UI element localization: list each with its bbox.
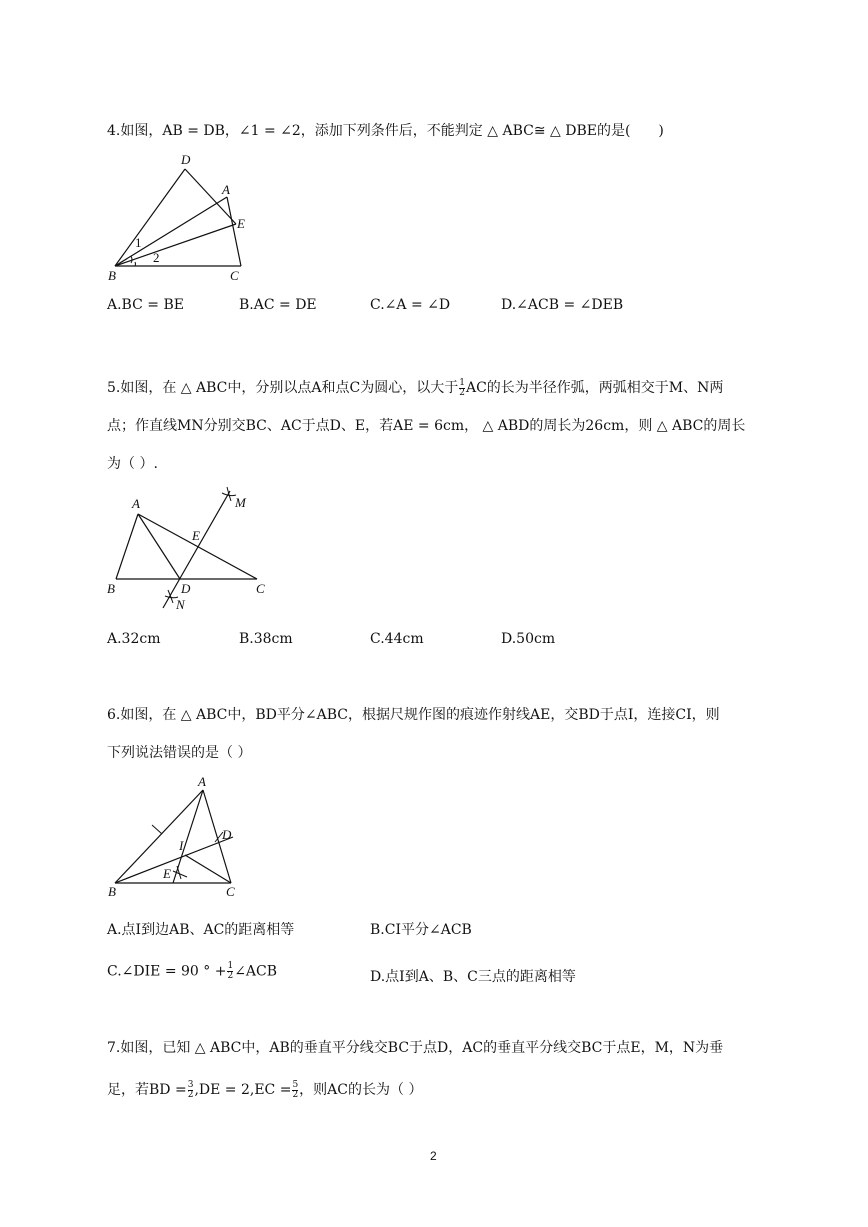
q5-stem-line1 [107, 378, 723, 398]
q6-label-D: D [222, 827, 232, 842]
q6-option-a: A.点I到边AB、AC的距离相等 [107, 922, 295, 938]
q7-fraction-bd [188, 1081, 194, 1100]
q5-option-b: B.38cm [239, 631, 293, 647]
q6-option-c-b: ∠ACB [234, 963, 278, 980]
q4-label-B: B [108, 268, 116, 283]
q7-bd-num: 3 [187, 1079, 194, 1090]
q6-label-C: C [226, 884, 235, 899]
q4-figure [105, 152, 265, 287]
q4-option-a: A.BC = BE [107, 297, 184, 313]
q5-label-B: B [107, 581, 115, 596]
q4-label-angle1: 1 [135, 235, 142, 250]
q5-label-E: E [192, 528, 200, 543]
q4-label-E: E [237, 216, 245, 231]
q5-label-M: M [235, 495, 246, 510]
q5-fraction-half [459, 379, 465, 398]
q4-label-angle2: 2 [153, 250, 160, 265]
q5-frac-den: 2 [459, 387, 465, 398]
q5-figure [105, 483, 275, 613]
q4-option-d: D.∠ACB = ∠DEB [501, 297, 624, 313]
q6-label-I: I [179, 838, 184, 853]
q4-label-C: C [230, 268, 239, 283]
q7-stem-line2-b: ,DE = 2,EC = [194, 1082, 292, 1098]
q7-stem-line2 [107, 1080, 422, 1100]
q6-figure [105, 775, 255, 900]
q6-label-B: B [108, 884, 116, 899]
q7-stem-line2-c: ，则AC的长为（ ） [299, 1082, 423, 1098]
q6-stem-line1: 6.如图，在 △ ABC中，BD平分∠ABC，根据尺规作图的痕迹作射线AE，交BD于点I，连接CI，则 [107, 707, 720, 723]
q6-label-E: E [163, 866, 171, 881]
q6-option-d: D.点I到A、B、C三点的距离相等 [370, 969, 576, 985]
q7-stem-line1: 7.如图，已知 △ ABC中，AB的垂直平分线交BC于点D，AC的垂直平分线交BC于点E，M，N为垂 [107, 1040, 724, 1056]
q7-fraction-ec [292, 1081, 298, 1100]
q6-option-c-frac-den: 2 [227, 971, 234, 981]
q6-option-c-frac-num: 1 [227, 961, 234, 971]
q4-label-A: A [222, 182, 230, 197]
q7-bd-den: 2 [187, 1089, 194, 1100]
q5-label-D: D [181, 581, 191, 596]
q6-label-A: A [198, 775, 206, 789]
q7-ec-den: 2 [292, 1089, 299, 1100]
q7-ec-num: 5 [292, 1079, 299, 1090]
page-number: 2 [430, 1149, 437, 1163]
q5-stem-line3: 为（ ）. [107, 456, 158, 472]
q6-option-c [107, 962, 277, 981]
q4-label-D: D [181, 152, 191, 167]
q5-label-A: A [132, 496, 140, 511]
q6-stem-line2: 下列说法错误的是（ ） [107, 745, 252, 761]
q7-stem-line2-a: 足，若BD = [107, 1082, 187, 1098]
q5-option-d: D.50cm [501, 631, 556, 647]
q5-frac-num: 1 [459, 377, 465, 388]
q6-option-c-a: C.∠DIE = 90 ° + [107, 963, 227, 980]
q5-stem-line1-b: AC的长为半径作弧，两弧相交于M、N两 [465, 380, 724, 396]
q5-stem-line1-a: 5.如图，在 △ ABC中，分别以点A和点C为圆心，以大于 [107, 380, 459, 396]
q4-option-c: C.∠A = ∠D [370, 297, 451, 313]
q6-option-b: B.CI平分∠ACB [370, 922, 472, 938]
q5-stem-line2: 点；作直线MN分别交BC、AC于点D、E，若AE = 6cm， △ ABD的周长为26cm，则 △ ABC的周长 [107, 418, 746, 434]
q6-option-c-fraction [227, 962, 233, 981]
q4-option-b: B.AC = DE [239, 297, 317, 313]
q4-stem: 4.如图，AB = DB，∠1 = ∠2，添加下列条件后，不能判定 △ ABC≅ △ DBE的是( ) [107, 123, 664, 139]
q5-option-a: A.32cm [107, 631, 161, 647]
q5-option-c: C.44cm [370, 631, 424, 647]
q5-label-C: C [256, 581, 265, 596]
q5-label-N: N [176, 597, 185, 612]
